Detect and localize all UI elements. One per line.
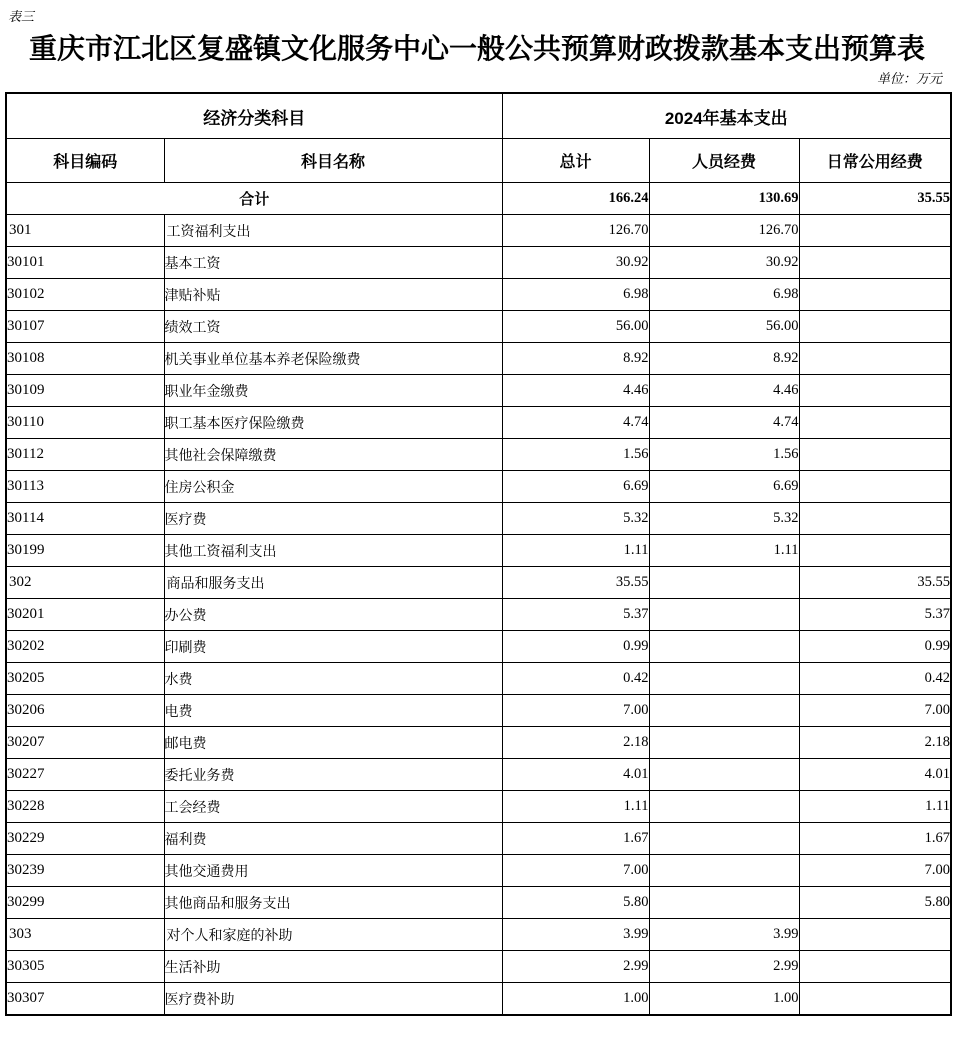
total-cell: 2.99 <box>502 951 649 983</box>
daily-cell <box>799 983 951 1016</box>
personnel-cell <box>649 791 799 823</box>
table-row <box>6 279 951 311</box>
daily-cell <box>799 471 951 503</box>
personnel-cell: 1.11 <box>649 535 799 567</box>
table-row <box>6 951 951 983</box>
total-row <box>6 183 951 215</box>
header-2024-basic-expenditure: 2024年基本支出 <box>502 93 951 139</box>
total-cell: 5.37 <box>502 599 649 631</box>
name-cell: 工会经费 <box>164 791 502 823</box>
code-cell: 30206 <box>6 695 164 727</box>
name-cell: 职业年金缴费 <box>164 375 502 407</box>
code-cell: 30112 <box>6 439 164 471</box>
total-cell: 30.92 <box>502 247 649 279</box>
table-row <box>6 599 951 631</box>
total-cell: 4.01 <box>502 759 649 791</box>
table-row <box>6 215 951 247</box>
table-row <box>6 791 951 823</box>
code-cell: 30101 <box>6 247 164 279</box>
name-cell: 绩效工资 <box>164 311 502 343</box>
personnel-cell <box>649 823 799 855</box>
personnel-cell: 4.74 <box>649 407 799 439</box>
daily-cell <box>799 311 951 343</box>
header-columns-row <box>6 139 951 183</box>
total-cell: 7.00 <box>502 695 649 727</box>
table-row <box>6 663 951 695</box>
name-cell: 机关事业单位基本养老保险缴费 <box>164 343 502 375</box>
name-cell: 委托业务费 <box>164 759 502 791</box>
total-cell: 4.46 <box>502 375 649 407</box>
code-cell: 30108 <box>6 343 164 375</box>
total-cell: 1.56 <box>502 439 649 471</box>
header-group-row <box>6 93 951 139</box>
code-cell: 30199 <box>6 535 164 567</box>
table-row <box>6 375 951 407</box>
daily-cell <box>799 439 951 471</box>
name-cell: 福利费 <box>164 823 502 855</box>
code-cell: 30227 <box>6 759 164 791</box>
daily-cell <box>799 535 951 567</box>
personnel-cell <box>649 567 799 599</box>
daily-cell: 0.42 <box>799 663 951 695</box>
name-cell: 水费 <box>164 663 502 695</box>
personnel-cell: 3.99 <box>649 919 799 951</box>
table-row <box>6 471 951 503</box>
table-row <box>6 887 951 919</box>
daily-cell <box>799 951 951 983</box>
code-cell: 30110 <box>6 407 164 439</box>
personnel-cell <box>649 759 799 791</box>
column-header-name: 科目名称 <box>164 139 502 183</box>
code-cell: 30109 <box>6 375 164 407</box>
total-cell: 5.80 <box>502 887 649 919</box>
name-cell: 办公费 <box>164 599 502 631</box>
name-cell: 其他社会保障缴费 <box>164 439 502 471</box>
personnel-cell: 2.99 <box>649 951 799 983</box>
code-cell: 303 <box>6 919 164 951</box>
personnel-cell <box>649 599 799 631</box>
code-cell: 30102 <box>6 279 164 311</box>
personnel-cell: 1.56 <box>649 439 799 471</box>
personnel-cell <box>649 695 799 727</box>
name-cell: 住房公积金 <box>164 471 502 503</box>
code-cell: 30114 <box>6 503 164 535</box>
total-cell: 4.74 <box>502 407 649 439</box>
personnel-cell: 30.92 <box>649 247 799 279</box>
daily-cell: 1.11 <box>799 791 951 823</box>
table-row <box>6 631 951 663</box>
code-cell: 30239 <box>6 855 164 887</box>
column-header-total: 总计 <box>502 139 649 183</box>
daily-cell <box>799 247 951 279</box>
unit-note: 单位：万元 <box>876 71 942 86</box>
name-cell: 津贴补贴 <box>164 279 502 311</box>
table-row <box>6 407 951 439</box>
code-cell: 30201 <box>6 599 164 631</box>
daily-cell: 2.18 <box>799 727 951 759</box>
daily-cell: 1.67 <box>799 823 951 855</box>
name-cell: 电费 <box>164 695 502 727</box>
name-cell: 邮电费 <box>164 727 502 759</box>
column-header-daily: 日常公用经费 <box>799 139 951 183</box>
total-cell: 6.98 <box>502 279 649 311</box>
daily-cell: 4.01 <box>799 759 951 791</box>
table-row <box>6 247 951 279</box>
daily-cell <box>799 375 951 407</box>
name-cell: 其他商品和服务支出 <box>164 887 502 919</box>
table-row <box>6 855 951 887</box>
table-row <box>6 727 951 759</box>
total-cell: 1.11 <box>502 535 649 567</box>
page-title: 重庆市江北区复盛镇文化服务中心一般公共预算财政拨款基本支出预算表 <box>28 34 925 65</box>
name-cell: 医疗费 <box>164 503 502 535</box>
name-cell: 职工基本医疗保险缴费 <box>164 407 502 439</box>
code-cell: 30305 <box>6 951 164 983</box>
table-row <box>6 343 951 375</box>
total-cell: 126.70 <box>502 215 649 247</box>
personnel-cell: 6.69 <box>649 471 799 503</box>
code-cell: 30299 <box>6 887 164 919</box>
name-cell: 生活补助 <box>164 951 502 983</box>
code-cell: 30113 <box>6 471 164 503</box>
code-cell: 30107 <box>6 311 164 343</box>
daily-cell: 5.80 <box>799 887 951 919</box>
table-row <box>6 695 951 727</box>
total-cell: 8.92 <box>502 343 649 375</box>
total-cell: 7.00 <box>502 855 649 887</box>
name-cell: 基本工资 <box>164 247 502 279</box>
total-cell: 0.42 <box>502 663 649 695</box>
total-row-total: 166.24 <box>502 183 649 215</box>
daily-cell: 0.99 <box>799 631 951 663</box>
budget-table <box>5 92 952 1016</box>
name-cell: 医疗费补助 <box>164 983 502 1016</box>
code-cell: 30229 <box>6 823 164 855</box>
table-row <box>6 311 951 343</box>
personnel-cell <box>649 663 799 695</box>
total-cell: 56.00 <box>502 311 649 343</box>
personnel-cell <box>649 887 799 919</box>
code-cell: 30202 <box>6 631 164 663</box>
total-row-daily: 35.55 <box>799 183 951 215</box>
daily-cell <box>799 919 951 951</box>
code-cell: 302 <box>6 567 164 599</box>
daily-cell: 5.37 <box>799 599 951 631</box>
code-cell: 301 <box>6 215 164 247</box>
code-cell: 30207 <box>6 727 164 759</box>
personnel-cell <box>649 727 799 759</box>
personnel-cell: 126.70 <box>649 215 799 247</box>
table-row <box>6 535 951 567</box>
total-cell: 0.99 <box>502 631 649 663</box>
personnel-cell: 56.00 <box>649 311 799 343</box>
table-row <box>6 567 951 599</box>
table-row <box>6 759 951 791</box>
name-cell: 商品和服务支出 <box>164 567 502 599</box>
total-cell: 6.69 <box>502 471 649 503</box>
code-cell: 30205 <box>6 663 164 695</box>
table-row <box>6 919 951 951</box>
personnel-cell: 1.00 <box>649 983 799 1016</box>
name-cell: 印刷费 <box>164 631 502 663</box>
total-cell: 1.11 <box>502 791 649 823</box>
daily-cell <box>799 503 951 535</box>
code-cell: 30228 <box>6 791 164 823</box>
personnel-cell: 5.32 <box>649 503 799 535</box>
table-row <box>6 823 951 855</box>
table-row <box>6 503 951 535</box>
personnel-cell: 6.98 <box>649 279 799 311</box>
table-row <box>6 983 951 1016</box>
table-row <box>6 439 951 471</box>
daily-cell <box>799 407 951 439</box>
daily-cell: 7.00 <box>799 855 951 887</box>
name-cell: 其他交通费用 <box>164 855 502 887</box>
personnel-cell: 4.46 <box>649 375 799 407</box>
daily-cell <box>799 343 951 375</box>
daily-cell <box>799 215 951 247</box>
table-number-label: 表三 <box>8 9 35 24</box>
total-row-label: 合计 <box>6 183 502 215</box>
personnel-cell <box>649 631 799 663</box>
name-cell: 工资福利支出 <box>164 215 502 247</box>
column-header-code: 科目编码 <box>6 139 164 183</box>
daily-cell: 7.00 <box>799 695 951 727</box>
total-cell: 35.55 <box>502 567 649 599</box>
name-cell: 对个人和家庭的补助 <box>164 919 502 951</box>
daily-cell: 35.55 <box>799 567 951 599</box>
column-header-personnel: 人员经费 <box>649 139 799 183</box>
total-cell: 3.99 <box>502 919 649 951</box>
personnel-cell <box>649 855 799 887</box>
header-economic-classification: 经济分类科目 <box>6 93 502 139</box>
total-cell: 2.18 <box>502 727 649 759</box>
total-cell: 1.67 <box>502 823 649 855</box>
personnel-cell: 8.92 <box>649 343 799 375</box>
name-cell: 其他工资福利支出 <box>164 535 502 567</box>
total-row-personnel: 130.69 <box>649 183 799 215</box>
total-cell: 5.32 <box>502 503 649 535</box>
daily-cell <box>799 279 951 311</box>
total-cell: 1.00 <box>502 983 649 1016</box>
code-cell: 30307 <box>6 983 164 1016</box>
